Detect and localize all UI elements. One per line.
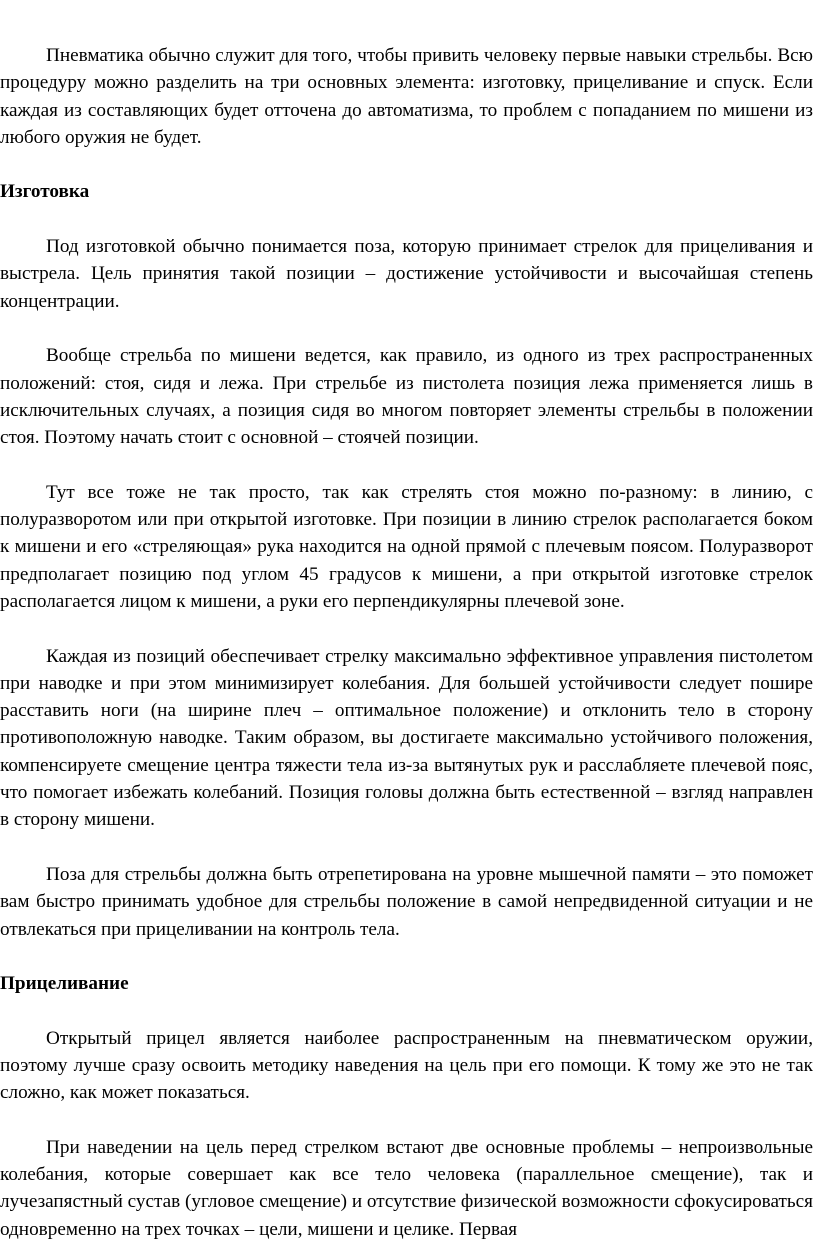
section-heading-izgotovka: Изготовка [0,181,90,203]
paragraph: Открытый прицел является наиболее распространенным на пневматическом оружии, поэтому лучше сразу освоить методику наведения на цель при его помощи. К тому же это не так сложно, как может показаться. [0,1027,813,1104]
document-page [0,42,813,1243]
spacer [0,206,813,233]
section-heading-pritselivanie: Прицеливание [0,973,129,995]
spacer [0,315,813,342]
spacer [0,615,813,642]
paragraph: Каждая из позиций обеспечивает стрелку максимально эффективное управления пистолетом при наводке и при этом минимизирует колебания. Для большей устойчивости следует пошире расставить ноги (на ширине плеч – оптимальное положение) и отклонить тело в сторону противоположную наводке. Таким образом, вы достигаете максимально устойчивого положения, компенсируете смещение центра тяжести тела из-за вытянутых рук и расслабляете плечевой пояс, что помогает избежать колебаний. Позиция головы должна быть естественной – взгляд направлен в сторону мишени. [0,645,813,831]
spacer [0,451,813,478]
spacer [0,834,813,861]
paragraph: Тут все тоже не так просто, так как стрелять стоя можно по-разному: в линию, с полуразворотом или при открытой изготовке. При позиции в линию стрелок располагается боком к мишени и его «стреляющая» рука находится на одной прямой с плечевым поясом. Полуразворот предполагает позицию под углом 45 градусов к мишени, а при открытой изготовке стрелок располагается лицом к мишени, а руки его перпендикулярны плечевой зоне. [0,481,813,612]
paragraph: Под изготовкой обычно понимается поза, которую принимает стрелок для прицеливания и выстрела. Цель принятия такой позиции – достижение устойчивости и высочайшая степень концентрации. [0,236,813,312]
spacer [0,943,813,970]
paragraph: Поза для стрельбы должна быть отрепетирована на уровне мышечной памяти – это поможет вам быстро принимать удобное для стрельбы положение в самой непредвиденной ситуации и не отвлекаться при прицеливании на контроль тела. [0,863,813,940]
spacer [0,1107,813,1134]
paragraph: Вообще стрельба по мишени ведется, как правило, из одного из трех распространенных положений: стоя, сидя и лежа. При стрельбе из пистолета позиция лежа применяется лишь в исключительных случаях, а позиция сидя во многом повторяет элементы стрельбы в положении стоя. Поэтому начать стоит с основной – стоячей позиции. [0,345,813,449]
spacer [0,151,813,178]
paragraph: При наведении на цель перед стрелком встают две основные проблемы – непроизвольные колебания, которые совершает как все тело человека (параллельное смещение), так и лучезапястный сустав (угловое смещение) и отсутствие физической возможности сфокусироваться одновременно на трех точках – цели, мишени и целике. Первая [0,1136,813,1240]
spacer [0,997,813,1024]
intro-paragraph: Пневматика обычно служит для того, чтобы привить человеку первые навыки стрельбы. Всю процедуру можно разделить на три основных элемента: изготовку, прицеливание и спуск. Если каждая из составляющих будет отточена до автоматизма, то проблем с попаданием по мишени из любого оружия не будет. [0,45,813,148]
